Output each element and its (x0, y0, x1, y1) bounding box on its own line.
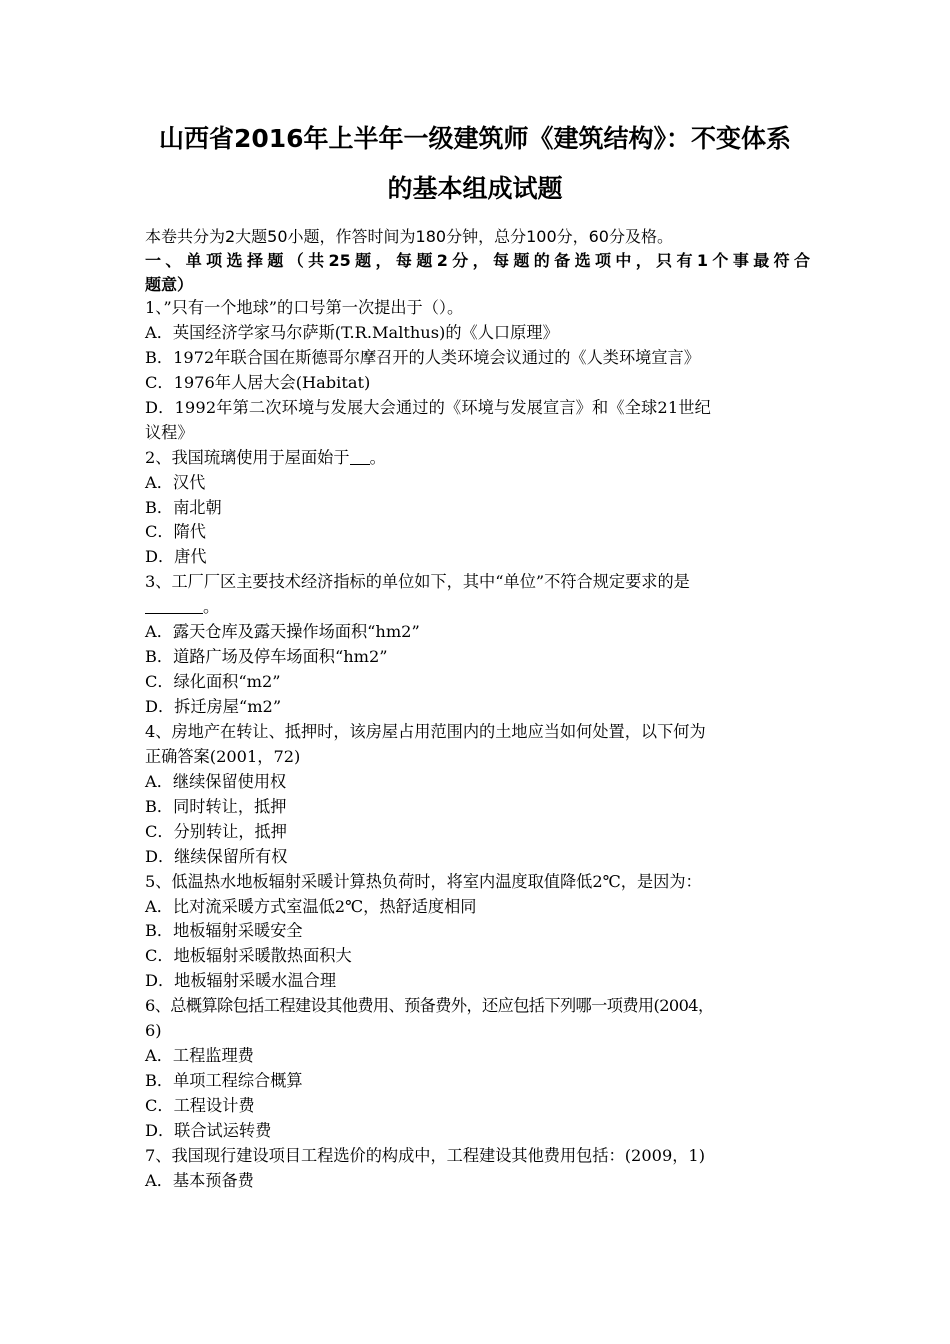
answer-blank (350, 448, 370, 465)
question-1-stem: 1、”只有一个地球”的口号第一次提出于（）。 (145, 298, 464, 317)
question-6-option-d: D．联合试运转费 (145, 1120, 272, 1140)
question-2-stem-text: 2、我国琉璃使用于屋面始于 (145, 447, 350, 467)
question-3-stem: 3、工厂厂区主要技术经济指标的单位如下，其中“单位”不符合规定要求的是 (145, 572, 690, 592)
question-3-option-a: A．露天仓库及露天操作场面积“hm2” (145, 622, 420, 642)
section-heading-line2: 题意） (145, 275, 194, 294)
question-7-stem: 7、我国现行建设项目工程选价的构成中，工程建设其他费用包括：(2009，1) (145, 1145, 706, 1165)
question-5-option-a: A．比对流采暖方式室温低2℃，热舒适度相同 (145, 896, 477, 916)
question-2-option-d: D．唐代 (145, 547, 207, 567)
question-2-option-a: A．汉代 (145, 472, 206, 492)
question-1-option-b: B．1972年联合国在斯德哥尔摩召开的人类环境会议通过的《人类环境宣言》 (145, 347, 700, 367)
question-3-option-d: D．拆迁房屋“m2” (145, 697, 282, 716)
document-title-line2: 的基本组成试题 (387, 174, 563, 203)
question-3-option-b: B．道路广场及停车场面积“hm2” (145, 647, 388, 667)
question-3-stem-continued (145, 595, 810, 620)
document-title-line1: 山西省2016年上半年一级建筑师《建筑结构》：不变体系 (158, 124, 792, 153)
question-6-option-c: C．工程设计费 (145, 1096, 255, 1115)
question-5-option-c: C．地板辐射采暖散热面积大 (145, 946, 352, 966)
question-1-option-a: A．英国经济学家马尔萨斯(T.R.Malthus)的《人口原理》 (145, 322, 559, 342)
question-2-stem (145, 446, 810, 471)
question-3-stem-end: 。 (203, 597, 220, 617)
question-5-option-d: D．地板辐射采暖水温合理 (145, 971, 337, 991)
question-6-option-a: A．工程监理费 (145, 1046, 254, 1066)
question-1-option-d: D．1992年第二次环境与发展大会通过的《环境与发展宣言》和《全球21世纪 (145, 397, 711, 417)
question-5-option-b: B．地板辐射采暖安全 (145, 921, 303, 941)
question-5-stem: 5、低温热水地板辐射采暖计算热负荷时，将室内温度取值降低2℃，是因为： (145, 871, 702, 891)
question-4-option-c: C．分别转让，抵押 (145, 821, 287, 841)
question-4-option-d: D．继续保留所有权 (145, 846, 288, 866)
question-1-option-d-continued: 议程》 (145, 422, 194, 442)
section-heading-line1: 一、单项选择题（共25题，每题2分，每题的备选项中，只有1个事最符合 (145, 251, 810, 270)
question-1-option-c: C．1976年人居大会(Habitat) (145, 372, 371, 392)
question-4-stem: 4、房地产在转让、抵押时，该房屋占用范围内的土地应当如何处置，以下何为 (145, 721, 706, 741)
question-2-stem-end: 。 (369, 447, 386, 467)
question-7-option-a: A．基本预备费 (145, 1170, 254, 1190)
section-heading (145, 249, 810, 297)
answer-blank (145, 597, 203, 614)
question-3-option-c: C．绿化面积“m2” (145, 672, 281, 692)
question-6-stem: 6、总概算除包括工程建设其他费用、预备费外，还应包括下列哪一项费用(2004， (145, 996, 714, 1016)
question-4-stem-continued: 正确答案(2001，72) (145, 746, 301, 766)
question-list (145, 296, 810, 1194)
question-6-option-b: B．单项工程综合概算 (145, 1071, 303, 1091)
exam-intro: 本卷共分为2大题50小题，作答时间为180分钟，总分100分，60分及格。 (145, 227, 673, 246)
question-2-option-c: C．隋代 (145, 522, 206, 542)
question-2-option-b: B．南北朝 (145, 497, 222, 517)
question-6-stem-continued: 6) (145, 1021, 162, 1041)
question-4-option-b: B．同时转让，抵押 (145, 796, 287, 816)
question-4-option-a: A．继续保留使用权 (145, 771, 287, 791)
